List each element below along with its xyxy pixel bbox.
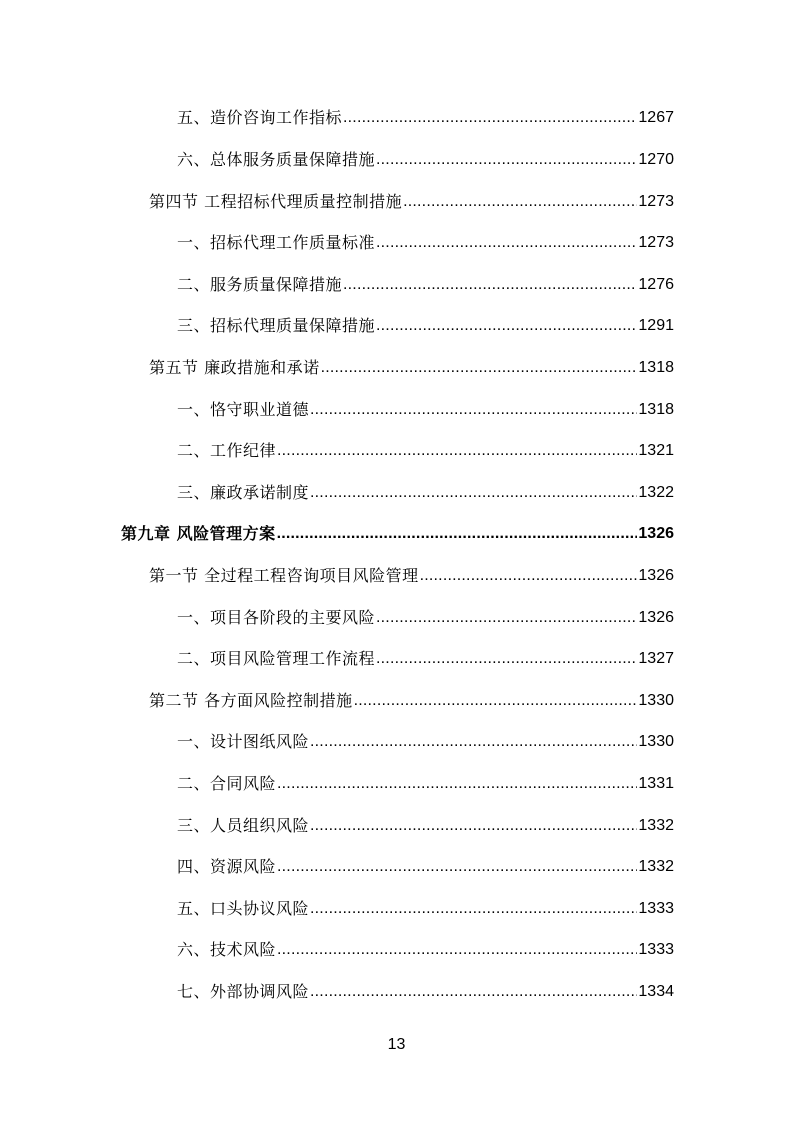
dot-leader [277,940,637,960]
toc-entry-page: 1333 [638,941,674,958]
toc-entry[interactable] [177,312,674,336]
dot-leader [277,441,637,461]
dot-leader [403,192,637,212]
dot-leader [310,483,637,503]
toc-entry[interactable] [149,354,674,378]
toc-entry-title: 二、工作纪律 [177,441,277,460]
toc-entry-title: 三、廉政承诺制度 [177,483,310,502]
dot-leader [310,732,637,752]
toc-entry-page: 1267 [638,109,674,126]
toc-entry-page: 1331 [638,775,674,792]
dot-leader [376,316,637,336]
toc-entry-page: 1333 [638,900,674,917]
toc-entry-title: 七、外部协调风险 [177,982,310,1001]
toc-entry-title: 三、人员组织风险 [177,816,310,835]
toc-entry-page: 1326 [638,609,674,626]
toc-entry-chapter[interactable] [121,520,674,544]
toc-entry-page: 1327 [638,650,674,667]
toc-entry[interactable] [177,853,674,877]
toc-entry-title: 四、资源风险 [177,857,277,876]
toc-entry-title: 五、口头协议风险 [177,899,310,918]
toc-entry-page: 1326 [638,525,674,542]
toc-entry[interactable] [149,188,674,212]
toc-entry[interactable] [177,936,674,960]
dot-leader [354,691,638,711]
dot-leader [310,982,637,1002]
toc-entry[interactable] [177,812,674,836]
toc-entry-page: 1332 [638,817,674,834]
toc-entry[interactable] [177,146,674,170]
toc-entry-title: 二、项目风险管理工作流程 [177,649,376,668]
dot-leader [277,774,637,794]
toc-entry[interactable] [177,895,674,919]
toc-entry-page: 1276 [638,276,674,293]
toc-entry[interactable] [177,396,674,420]
dot-leader [310,400,637,420]
toc-entry-page: 1318 [638,401,674,418]
toc-entry-title: 六、总体服务质量保障措施 [177,150,376,169]
toc-entry-title: 六、技术风险 [177,940,277,959]
toc-entry-title: 第二节 各方面风险控制措施 [149,691,353,710]
toc-entry-title: 第五节 廉政措施和承诺 [149,358,320,377]
toc-entry[interactable] [177,437,674,461]
toc-entry-title: 五、造价咨询工作指标 [177,108,343,127]
toc-entry[interactable] [177,728,674,752]
toc-entry-title: 第四节 工程招标代理质量控制措施 [149,192,403,211]
toc-entry-page: 1273 [638,193,674,210]
dot-leader [343,275,637,295]
dot-leader [376,233,637,253]
toc-entry-title: 一、恪守职业道德 [177,400,310,419]
toc-entry[interactable] [177,104,674,128]
toc-entry-title: 一、设计图纸风险 [177,732,310,751]
dot-leader [310,899,637,919]
toc-entry-page: 1330 [638,692,674,709]
toc-entry-page: 1326 [638,567,674,584]
toc-entry-title: 三、招标代理质量保障措施 [177,316,376,335]
toc-entry-title: 一、项目各阶段的主要风险 [177,608,376,627]
toc-entry-page: 1270 [638,151,674,168]
toc-entry-title: 二、服务质量保障措施 [177,275,343,294]
toc-entry[interactable] [177,978,674,1002]
toc-entry[interactable] [177,604,674,628]
toc-entry-page: 1321 [638,442,674,459]
toc-entry[interactable] [177,479,674,503]
page-number: 13 [387,1036,406,1053]
toc-entry-page: 1322 [638,484,674,501]
toc-entry-page: 1273 [638,234,674,251]
toc-entry[interactable] [177,271,674,295]
toc-entry-title: 第九章 风险管理方案 [121,524,276,543]
toc-entry-page: 1291 [638,317,674,334]
toc-entry-page: 1334 [638,983,674,1000]
toc-entry[interactable] [177,229,674,253]
toc-entry-page: 1330 [638,733,674,750]
toc-entry[interactable] [177,645,674,669]
dot-leader [376,608,637,628]
dot-leader [420,566,638,586]
toc-entry-title: 二、合同风险 [177,774,277,793]
dot-leader [343,108,637,128]
toc-entry-page: 1318 [638,359,674,376]
dot-leader [376,150,637,170]
dot-leader [277,524,638,544]
dot-leader [376,649,637,669]
toc-entry[interactable] [149,562,674,586]
toc-entry[interactable] [149,687,674,711]
toc-entry-title: 一、招标代理工作质量标准 [177,233,376,252]
toc-entry-page: 1332 [638,858,674,875]
toc-entry-title: 第一节 全过程工程咨询项目风险管理 [149,566,419,585]
dot-leader [310,816,637,836]
dot-leader [321,358,638,378]
toc-entry[interactable] [177,770,674,794]
dot-leader [277,857,637,877]
